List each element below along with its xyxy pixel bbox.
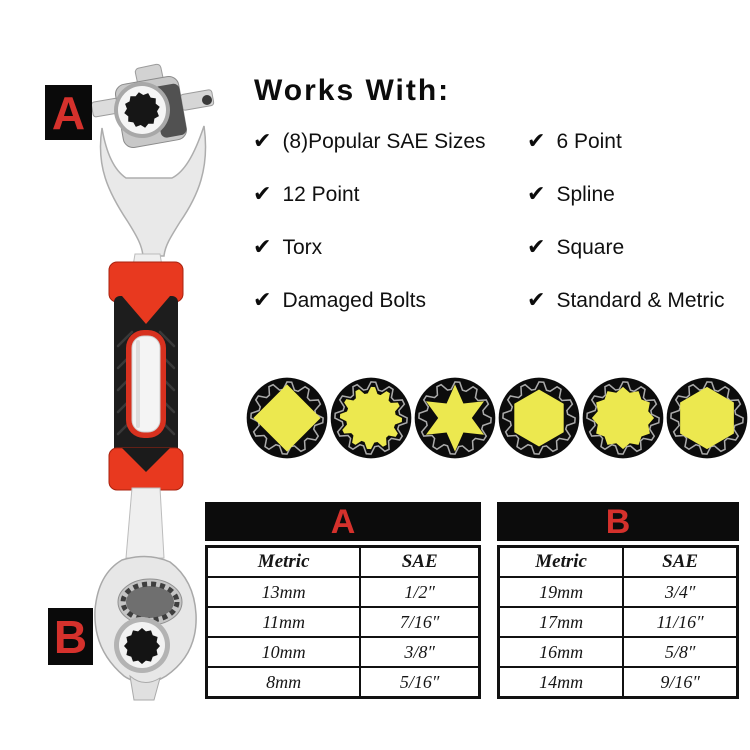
table-b-label: B bbox=[605, 502, 631, 541]
size-table-a bbox=[205, 502, 481, 699]
table-row bbox=[207, 577, 480, 607]
spline-socket-icon bbox=[329, 376, 413, 460]
checklist-item bbox=[527, 131, 725, 153]
checkmark-icon: ✔ bbox=[253, 288, 272, 313]
checklist-item-label: 6 Point bbox=[556, 130, 622, 153]
metric-column-header: Metric bbox=[207, 547, 361, 578]
hex-socket-icon bbox=[665, 376, 749, 460]
bottom-socket-head bbox=[95, 556, 196, 700]
twelve-point-socket-icon bbox=[581, 376, 665, 460]
metric-cell: 16mm bbox=[499, 637, 624, 667]
sae-cell: 3/4″ bbox=[623, 577, 737, 607]
label-b-text: B bbox=[53, 610, 88, 663]
metric-cell: 11mm bbox=[207, 607, 361, 637]
table-row bbox=[499, 577, 738, 607]
spline-ring-inner bbox=[126, 586, 174, 618]
wrench-photo bbox=[72, 0, 222, 750]
torx-socket-icon bbox=[413, 376, 497, 460]
sae-cell: 7/16″ bbox=[360, 607, 479, 637]
checkmark-icon: ✔ bbox=[527, 235, 546, 260]
checklist-item-label: Standard & Metric bbox=[556, 289, 725, 312]
right-pin-hole bbox=[202, 95, 212, 105]
checklist-item bbox=[253, 131, 527, 153]
top-yoke bbox=[100, 126, 205, 256]
checkmark-icon: ✔ bbox=[253, 182, 272, 207]
metric-cell: 19mm bbox=[499, 577, 624, 607]
checklist-item bbox=[253, 184, 527, 206]
checklist-item bbox=[527, 237, 725, 259]
table-row bbox=[207, 667, 480, 698]
size-table-b bbox=[497, 502, 739, 699]
table-row bbox=[499, 667, 738, 698]
checklist-item bbox=[253, 237, 527, 259]
checklist-right-column bbox=[527, 131, 725, 312]
sae-column-header: SAE bbox=[360, 547, 479, 578]
table-row bbox=[499, 607, 738, 637]
square-socket-icon bbox=[245, 376, 329, 460]
checkmark-icon: ✔ bbox=[253, 129, 272, 154]
table-header-row bbox=[499, 547, 738, 578]
table-row bbox=[499, 637, 738, 667]
checklist-item bbox=[253, 290, 527, 312]
checkmark-icon: ✔ bbox=[527, 288, 546, 313]
checklist-item-label: Spline bbox=[556, 183, 615, 206]
sae-cell: 1/2″ bbox=[360, 577, 479, 607]
checkmark-icon: ✔ bbox=[253, 235, 272, 260]
metric-cell: 13mm bbox=[207, 577, 361, 607]
wrench-end-a-label bbox=[45, 85, 92, 140]
checklist-item-label: 12 Point bbox=[282, 183, 360, 206]
top-socket-head bbox=[91, 64, 214, 256]
checkmark-icon: ✔ bbox=[527, 182, 546, 207]
metric-cell: 17mm bbox=[499, 607, 624, 637]
checkmark-icon: ✔ bbox=[527, 129, 546, 154]
table-a-title-bar bbox=[205, 502, 481, 541]
table-b-grid bbox=[497, 545, 739, 699]
metric-cell: 8mm bbox=[207, 667, 361, 698]
checklist-left-column bbox=[253, 131, 527, 312]
checklist-item-label: Torx bbox=[282, 236, 323, 259]
table-b-title-bar bbox=[497, 502, 739, 541]
checklist-item-label: (8)Popular SAE Sizes bbox=[282, 130, 486, 153]
works-with-title: Works With: bbox=[254, 74, 451, 107]
sae-cell: 9/16″ bbox=[623, 667, 737, 698]
checklist-item-label: Damaged Bolts bbox=[282, 289, 427, 312]
sae-cell: 11/16″ bbox=[623, 607, 737, 637]
checklist-item-label: Square bbox=[556, 236, 625, 259]
table-row bbox=[207, 607, 480, 637]
checklist-item bbox=[527, 290, 725, 312]
table-row bbox=[207, 637, 480, 667]
table-a-label: A bbox=[330, 502, 356, 541]
works-with-checklist bbox=[253, 131, 725, 312]
metric-cell: 14mm bbox=[499, 667, 624, 698]
six-point-hex-socket-icon bbox=[497, 376, 581, 460]
socket-shapes-row bbox=[245, 376, 744, 460]
lower-shaft bbox=[126, 488, 164, 558]
label-a-text: A bbox=[51, 86, 86, 139]
checklist-item bbox=[527, 184, 725, 206]
sae-cell: 3/8″ bbox=[360, 637, 479, 667]
metric-cell: 10mm bbox=[207, 637, 361, 667]
wrench-end-b-label bbox=[48, 608, 93, 665]
table-header-row bbox=[207, 547, 480, 578]
metric-column-header: Metric bbox=[499, 547, 624, 578]
sae-cell: 5/8″ bbox=[623, 637, 737, 667]
sae-column-header: SAE bbox=[623, 547, 737, 578]
table-a-grid bbox=[205, 545, 481, 699]
handle-grip bbox=[109, 262, 183, 490]
sae-cell: 5/16″ bbox=[360, 667, 479, 698]
